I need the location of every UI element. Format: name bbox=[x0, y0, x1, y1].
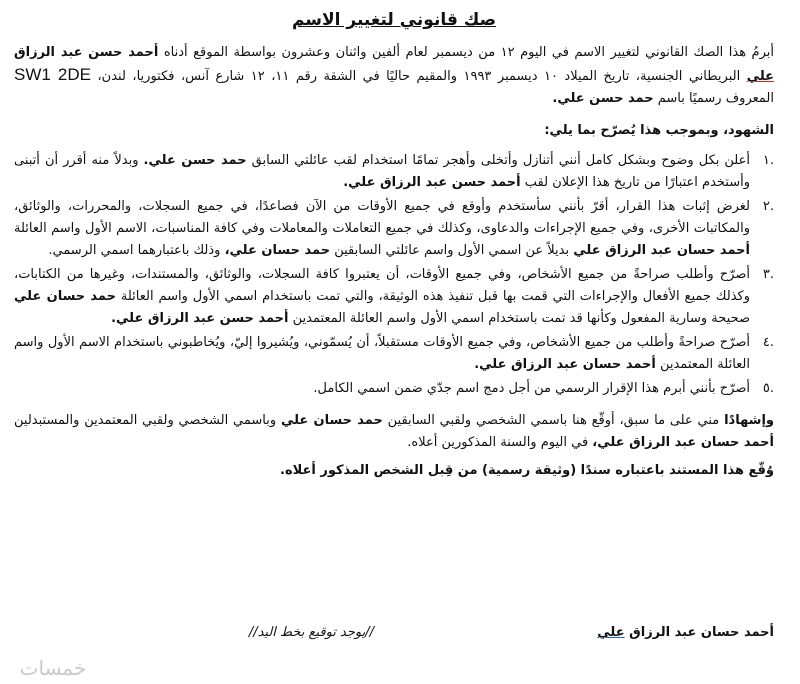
item-bold-name: حمد حسن علي. bbox=[143, 153, 247, 168]
item-number: .٣ bbox=[762, 267, 774, 282]
watermark-logo: خمسات bbox=[19, 656, 87, 680]
intro-name-a: أحمد حسن bbox=[88, 45, 159, 60]
document-page bbox=[14, 8, 774, 676]
conclusion-text: في اليوم والسنة المذكورين أعلاه. bbox=[407, 435, 589, 450]
intro-text-1: أبرمُ هذا الصك القانوني لتغيير الاسم في اليوم ١٢ من ديسمبر لعام ألفين واثنان وعشرون بواسطة الموقع أدناه bbox=[163, 45, 775, 60]
declaration-list bbox=[14, 150, 774, 400]
declaration-item bbox=[14, 332, 774, 376]
item-bold-name: حمد حسان علي bbox=[14, 289, 117, 304]
item-text: أصرّح صراحةً وأطلب من جميع الأشخاص، وفي جميع الأوقات مستقبلاً، أن يُسمّوني، ويُشيروا إليّ، ويُخاطبوني باستخدام الاسم الأول واسم العائلة المعتمدين bbox=[14, 335, 750, 372]
declaration-item bbox=[14, 264, 774, 330]
item-number: .٥ bbox=[762, 381, 774, 396]
conclusion-text: مني على ما سبق، أوقّع هنا باسمي الشخصي ولقبي السابقين bbox=[387, 413, 720, 428]
intro-text-3: المعروف رسميًا باسم bbox=[657, 91, 774, 106]
signature-name bbox=[597, 622, 774, 644]
item-text: لغرض إثبات هذا القرار، أقرّ بأنني سأستخدم وأوقع في جميع الأوقات من الآن فصاعدًا، في جميع السجلات، والمحررات، والوثائق، والمكاتبات الأخرى، وفي جميع الإجراءات والدعاوى، وكذلك في جميع التعاملات والمعاملات وفي كافة المناسبات، الاسم الأول واسم العائلة bbox=[14, 199, 750, 236]
item-text: وبدلاً منه أقرر أن أتبنى وأستخدم اعتبارًا من تاريخ هذا الإعلان لقب bbox=[14, 153, 750, 190]
item-bold-name: أحمد حسن عبد الرزاق علي. bbox=[111, 311, 289, 326]
item-number: .٢ bbox=[762, 199, 774, 214]
conclusion-new-name: أحمد حسان عبد الرزاق علي، bbox=[592, 435, 774, 450]
intro-text-2: البريطاني الجنسية، تاريخ الميلاد ١٠ ديسمبر ١٩٩٣ والمقيم حاليًا في الشقة رقم ١١، ١٢ شارع آنس، فكتوريا، لندن، bbox=[97, 69, 741, 84]
conclusion-old-name: حمد حسان علي bbox=[280, 413, 383, 428]
item-text: صحيحة وسارية المفعول وكأنها قد تمت باستخدام اسمي الأول واسم العائلة المعتمدين bbox=[292, 311, 750, 326]
intro-old-name: حمد حسن علي. bbox=[552, 91, 654, 106]
conclusion-text: وباسمي الشخصي ولقبي المعتمدين والمستبدلين bbox=[14, 413, 277, 428]
intro-name-c: علي bbox=[746, 69, 775, 84]
conclusion-paragraph bbox=[14, 410, 774, 454]
signature-name-last: علي bbox=[597, 625, 625, 640]
item-text: بديلاً عن اسمي الأول واسم عائلتي السابقين bbox=[334, 243, 570, 258]
item-number: .١ bbox=[762, 153, 774, 168]
intro-postcode: SW1 2DE bbox=[14, 65, 91, 84]
item-bold-name: حمد حسان علي، bbox=[224, 243, 331, 258]
signature-row bbox=[14, 622, 774, 648]
signature-name-main: أحمد حسان عبد الرزاق bbox=[629, 625, 774, 640]
item-text: أصرّح وأطلب صراحةً من جميع الأشخاص، وفي جميع الأوقات، أن يعتبروا كافة السجلات، والوثائق، والمستندات، وغيرها من الكتابات، وكذلك جميع الأفعال والإجراءات التي قمت بها قبل تنفيذ هذه الوثيقة، والتي تمت باستخدام اسمي الأول واسم العائلة bbox=[14, 267, 750, 304]
item-number: .٤ bbox=[762, 335, 774, 350]
document-title: صك قانوني لتغيير الاسم bbox=[291, 10, 497, 30]
handwritten-signature-note: //يوجد توقيع بخط اليد// bbox=[248, 625, 374, 640]
declaration-item bbox=[14, 378, 774, 400]
signed-statement: وُقّع هذا المستند باعتباره سندًا (وثيقة رسمية) من قِبل الشخص المذكور أعلاه. bbox=[280, 463, 774, 478]
item-text: أعلن بكل وضوح وبشكل كامل أنني أتنازل وأتخلى وأهجر تمامًا استخدام لقب عائلتي السابق bbox=[251, 153, 750, 168]
intro-paragraph bbox=[14, 42, 774, 110]
item-text: وذلك باعتبارهما اسمي الرسمي. bbox=[48, 243, 221, 258]
item-text: أصرّح بأنني أبرم هذا الإقرار الرسمي من أجل دمج اسم جدّي ضمن اسمي الكامل. bbox=[313, 381, 750, 396]
item-bold-name: أحمد حسان عبد الرزاق علي bbox=[573, 243, 750, 258]
item-bold-name: أحمد حسان عبد الرزاق علي. bbox=[474, 357, 656, 372]
declaration-item bbox=[14, 150, 774, 194]
conclusion-lead: وإشهادًا bbox=[724, 413, 774, 428]
declaration-item bbox=[14, 196, 774, 262]
item-bold-name: أحمد حسن عبد الرزاق علي. bbox=[343, 175, 521, 190]
witness-heading: الشهود، وبموجب هذا يُصرّح بما يلي: bbox=[544, 123, 774, 138]
intro-name-b: عبد الرزاق bbox=[14, 45, 83, 60]
